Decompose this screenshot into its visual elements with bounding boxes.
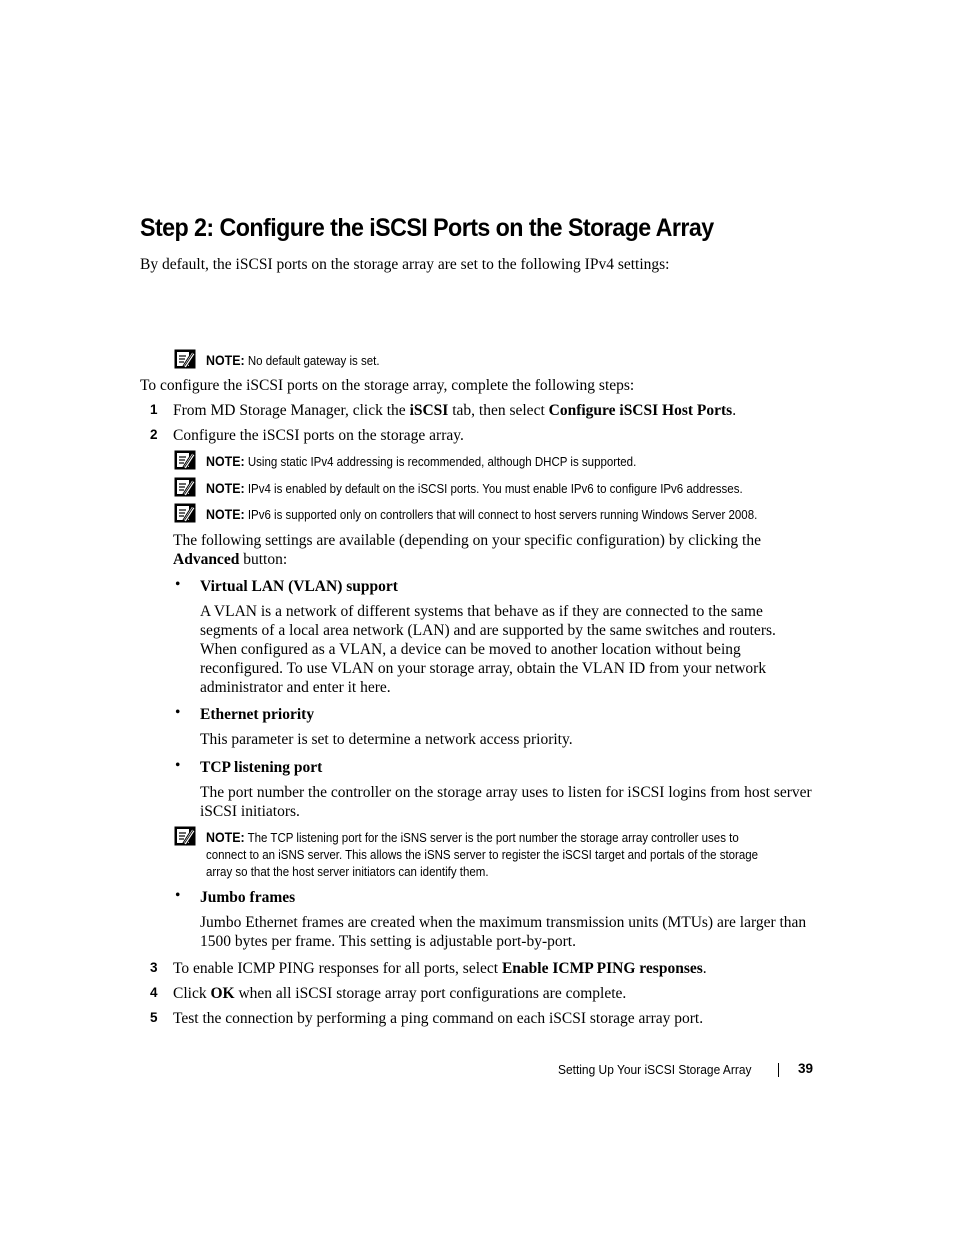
bullet-title-vlan: Virtual LAN (VLAN) support bbox=[200, 578, 398, 595]
step-2-text: Configure the iSCSI ports on the storage array. bbox=[173, 427, 464, 444]
footer-section-title: Setting Up Your iSCSI Storage Array bbox=[558, 1062, 752, 1077]
jumbo-frames-description: Jumbo Ethernet frames are created when the maximum transmission units (MTUs) are larger than 1500 bytes per frame. This setting is adjustable port-by-port. bbox=[200, 914, 807, 950]
step-1-text: From MD Storage Manager, click the iSCSI tab, then select Configure iSCSI Host Ports. bbox=[173, 402, 737, 419]
note-static-ipv4: NOTE: Using static IPv4 addressing is recommended, although DHCP is supported. bbox=[174, 453, 674, 471]
page-title: Step 2: Configure the iSCSI Ports on the Storage Array bbox=[140, 214, 714, 242]
note-gateway bbox=[174, 352, 395, 370]
pencil-note-icon bbox=[174, 477, 196, 497]
step-number: 3 bbox=[150, 960, 158, 975]
page-number: 39 bbox=[798, 1061, 814, 1076]
step-number: 4 bbox=[150, 985, 158, 1000]
configure-intro: To configure the iSCSI ports on the storage array, complete the following steps: bbox=[140, 377, 635, 394]
bullet-mark: • bbox=[175, 757, 181, 774]
step-4-text: Click OK when all iSCSI storage array port configurations are complete. bbox=[173, 985, 627, 1002]
pencil-note-icon bbox=[174, 503, 196, 523]
bullet-title-jumbo-frames: Jumbo frames bbox=[200, 889, 296, 906]
iscsi-tab-ref: iSCSI bbox=[409, 402, 449, 419]
pencil-note-icon bbox=[174, 349, 196, 369]
enable-icmp-ping-ref: Enable ICMP PING responses bbox=[501, 960, 703, 977]
ok-button-ref: OK bbox=[210, 985, 235, 1002]
step-number: 5 bbox=[150, 1010, 158, 1025]
note-text: No default gateway is set. bbox=[247, 354, 380, 368]
step-number: 2 bbox=[150, 427, 158, 442]
note-ipv6-enable: NOTE: IPv4 is enabled by default on the iSCSI ports. You must enable IPv6 to configure IPv6 addresses. bbox=[174, 480, 789, 498]
settings-intro: The following settings are available (depending on your specific configuration) by clicking the Advanced button: bbox=[173, 532, 761, 568]
note-label: NOTE: bbox=[206, 353, 245, 368]
tcp-port-description: The port number the controller on the storage array uses to listen for iSCSI logins from host server iSCSI initiators. bbox=[200, 784, 812, 820]
bullet-mark: • bbox=[175, 704, 181, 721]
bullet-mark: • bbox=[175, 887, 181, 904]
footer-separator bbox=[778, 1063, 779, 1077]
ethernet-priority-description: This parameter is set to determine a network access priority. bbox=[200, 731, 573, 748]
configure-host-ports-ref: Configure iSCSI Host Ports bbox=[548, 402, 733, 419]
vlan-description: A VLAN is a network of different systems that behave as if they are connected to the same segments of a local area network (LAN) and are supported by the same switches and routers. When configured as a VLAN, a device can be moved to another location without being reconfigured. To use VLAN on your storage array, obtain the VLAN ID from your network administrator and enter it here. bbox=[200, 603, 776, 696]
pencil-note-icon bbox=[174, 826, 196, 846]
intro-paragraph: By default, the iSCSI ports on the storage array are set to the following IPv4 settings: bbox=[140, 256, 670, 273]
step-3-text: To enable ICMP PING responses for all ports, select Enable ICMP PING responses. bbox=[173, 960, 707, 977]
pencil-note-icon bbox=[174, 450, 196, 470]
advanced-button-ref: Advanced bbox=[173, 551, 240, 568]
step-number: 1 bbox=[150, 402, 158, 417]
step-5-text: Test the connection by performing a ping command on each iSCSI storage array port. bbox=[173, 1010, 704, 1027]
note-ipv6-support: NOTE: IPv6 is supported only on controllers that will connect to host servers running Windows Server 2008. bbox=[174, 506, 805, 524]
bullet-title-ethernet-priority: Ethernet priority bbox=[200, 706, 315, 723]
bullet-mark: • bbox=[175, 576, 181, 593]
bullet-title-tcp-port: TCP listening port bbox=[200, 759, 323, 776]
note-isns: NOTE: The TCP listening port for the iSNS server is the port number the storage array controller uses to connect to an iSNS server. This allows the iSNS server to register the iSCSI target and portals of the storage array so that the host server initiators can identify them. bbox=[174, 829, 806, 881]
